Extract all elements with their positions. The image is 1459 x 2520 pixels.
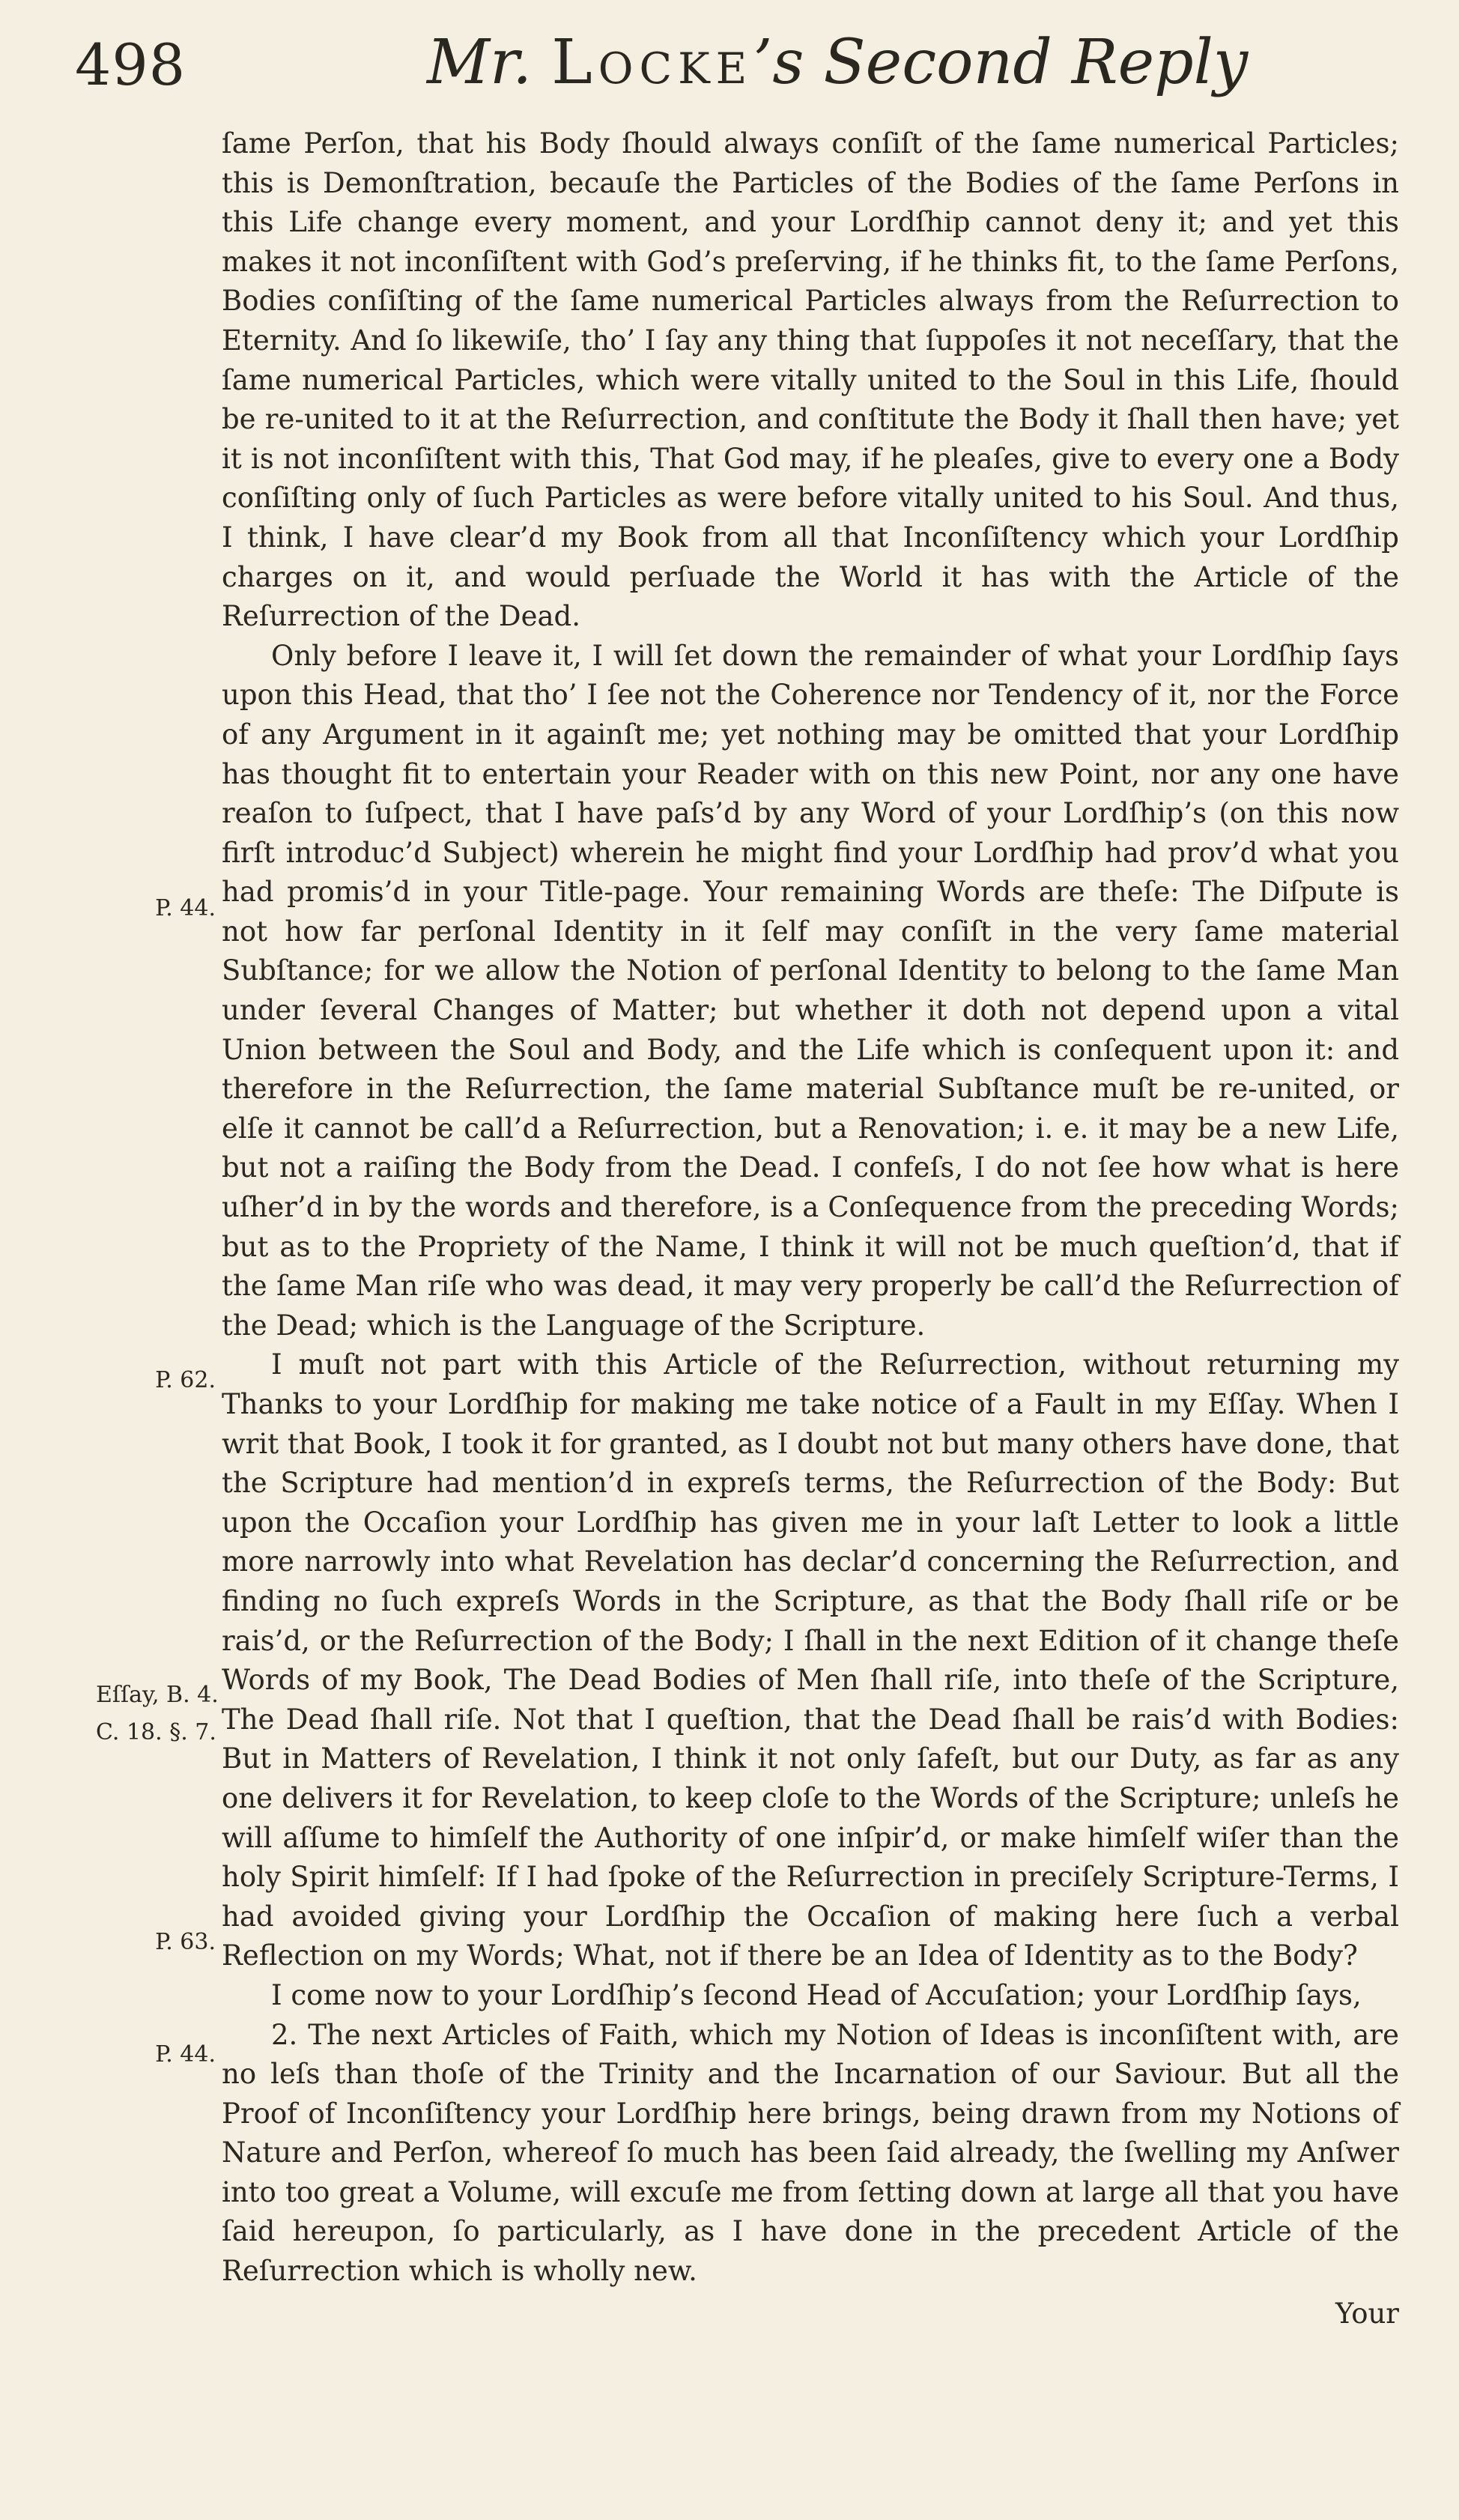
paragraph-continuation: ſame Perſon, that his Body ſhould always conſiſt of the ſame numerical Particles; this is Demonſtration, becauſe the Particles of the Bodies of the ſame Perſons in this Life change every moment, and your Lordſhip cannot deny it; and yet this makes it not inconſiſtent with God’s preſerving, if he thinks fit, to the ſame Perſons, Bodies conſiſting of the ſame numerical Particles always from the Reſurrection to Eternity. And ſo likewiſe, tho’ I ſay any thing that ſuppoſes it not neceſſary, that the ſame numerical Particles, which were vitally united to the Soul in this Life, ſhould be re-united to it at the Reſurrection, and conſtitute the Body it ſhall then have; yet it is not inconſiſtent with this, That God may, if he pleaſes, give to every one a Body conſiſting only of ſuch Particles as were before vitally united to his Soul. And thus, I think, I have clear’d my Book from all that Inconſiſtency which your Lordſhip charges on it, and would perſuade the World it has with the Article of the Reſurrection of the Dead. xyxy=(222,127,1399,633)
running-head-name: Locke xyxy=(551,27,753,98)
body-text xyxy=(222,124,1399,2333)
margin-note-p44: P. 44. xyxy=(155,895,216,921)
margin-note-essay-book: Eſſay, B. 4. xyxy=(96,1682,219,1708)
paragraph-remainder: Only before I leave it, I will ſet down the remainder of what your Lordſhip ſays upon this Head, that tho’ I ſee not the Coherence nor Tendency of it, nor the Force of any Argument in it againſt me; yet nothing may be omitted that your Lordſhip has thought fit to entertain your Reader with on this new Point, nor any one have reaſon to ſuſpect, that I have paſs’d by any Word of your Lordſhip’s (on this now firſt introduc’d Subject) wherein he might find your Lordſhip had prov’d what you had promis’d in your Title-page. Your remaining Words are theſe: The Diſpute is not how far perſonal Identity in it ſelf may conſiſt in the very ſame material Subſtance; for we allow the Notion of perſonal Identity to belong to the ſame Man under ſeveral Changes of Matter; but whether it doth not depend upon a vital Union between the Soul and Body, and the Life which is conſequent upon it: and therefore in the Reſurrection, the ſame material Subſtance muſt be re-united, or elſe it cannot be call’d a Reſurrection, but a Renovation; i. e. it may be a new Life, but not a raiſing the Body from the Dead. I confeſs, I do not ſee how what is here uſher’d in by the words and therefore, is a Conſequence from the preceding Words; but as to the Propriety of the Name, I think it will not be much queſtion’d, that if the ſame Man riſe who was dead, it may very properly be call’d the Reſurrection of the Dead; which is the Language of the Scripture. xyxy=(222,639,1399,1342)
paragraph-thanks: I muſt not part with this Article of the Reſurrection, without returning my Thanks to your Lordſhip for making me take notice of a Fault in my Eſſay. When I writ that Book, I took it for granted, as I doubt not but many others have done, that the Scripture had mention’d in expreſs terms, the Reſurrection of the Body: But upon the Occaſion your Lordſhip has given me in your laſt Letter to look a little more narrowly into what Revelation has declar’d concerning the Reſurrection, and finding no ſuch expreſs Words in the Scripture, as that the Body ſhall riſe or be rais’d, or the Reſurrection of the Body; I ſhall in the next Edition of it change theſe Words of my Book, The Dead Bodies of Men ſhall riſe, into theſe of the Scripture, The Dead ſhall riſe. Not that I queſtion, that the Dead ſhall be rais’d with Bodies: But in Matters of Revelation, I think it not only ſafeſt, but our Duty, as far as any one delivers it for Revelation, to keep cloſe to the Words of the Scripture; unleſs he will aſſume to himſelf the Authority of one inſpir’d, or make himſelf wiſer than the holy Spirit himſelf: If I had ſpoke of the Reſurrection in preciſely Scripture-Terms, I had avoided giving your Lordſhip the Occaſion of making here ſuch a verbal Reflection on my Words; What, not if there be an Idea of Identity as to the Body? xyxy=(222,1348,1399,1972)
margin-note-p63: P. 63. xyxy=(155,1929,216,1955)
page-number: 498 xyxy=(75,31,186,98)
running-head xyxy=(427,27,1401,98)
margin-note-essay-chapter: C. 18. §. 7. xyxy=(96,1719,216,1745)
paragraph-second-head: I come now to your Lordſhip’s ſecond Head of Accuſation; your Lordſhip ſays, xyxy=(271,1978,1362,2011)
running-head-prefix: Mr. xyxy=(427,27,552,98)
paragraph-articles-of-faith: 2. The next Articles of Faith, which my Notion of Ideas is inconſiſtent with, are no leſs than thoſe of the Trinity and the Incarnation of our Saviour. But all the Proof of Inconſiſtency your Lordſhip here brings, being drawn from my Notions of Nature and Perſon, whereof ſo much has been ſaid already, the ſwelling my Anſwer into too great a Volume, will excuſe me from ſetting down at large all that you have ſaid hereupon, ſo particularly, as I have done in the precedent Article of the Reſurrection which is wholly new. xyxy=(222,2018,1399,2288)
running-head-suffix: ’s Second Reply xyxy=(753,27,1249,98)
margin-note-p62: P. 62. xyxy=(155,1367,216,1393)
catchword: Your xyxy=(1335,2297,1399,2330)
margin-note-p44-second: P. 44. xyxy=(155,2041,216,2068)
